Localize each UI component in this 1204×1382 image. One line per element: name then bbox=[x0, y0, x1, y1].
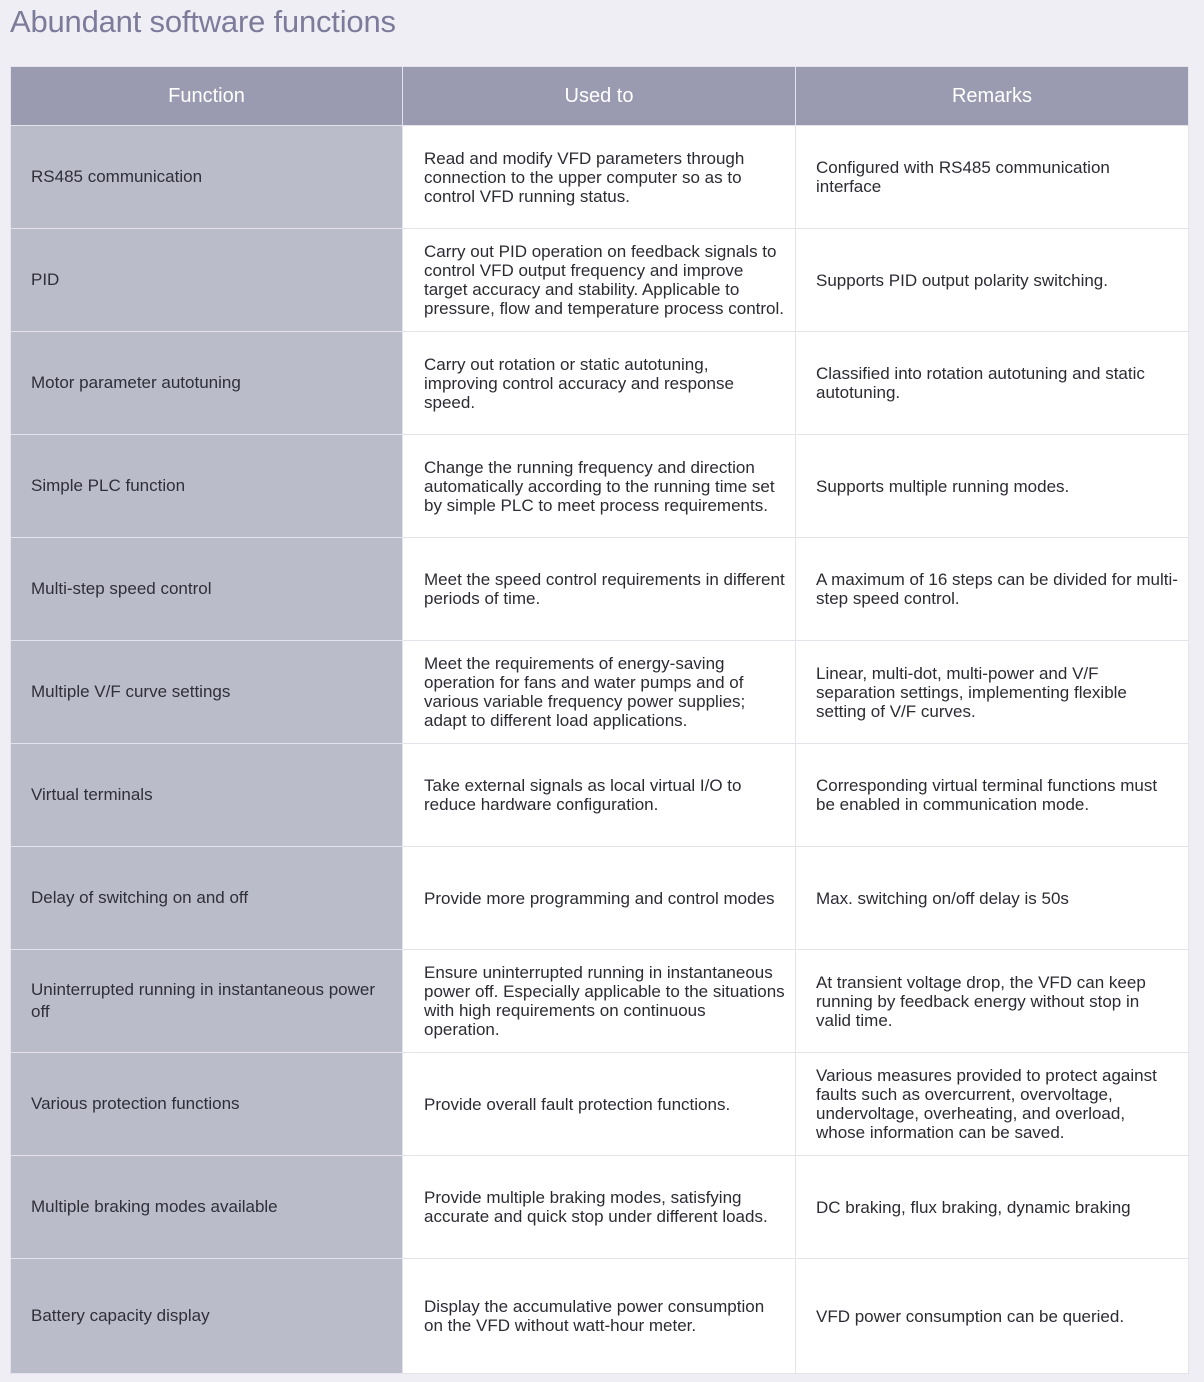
remarks-cell bbox=[796, 435, 1188, 537]
function-cell-text: Motor parameter autotuning bbox=[31, 373, 241, 392]
remarks-cell-text: Supports multiple running modes. bbox=[816, 476, 1070, 496]
function-cell-text: Simple PLC function bbox=[31, 476, 186, 495]
function-cell bbox=[11, 538, 402, 640]
used-to-cell bbox=[403, 229, 795, 331]
function-cell bbox=[11, 435, 402, 537]
function-cell bbox=[11, 744, 402, 846]
remarks-cell bbox=[796, 744, 1188, 846]
used-to-cell bbox=[403, 538, 795, 640]
function-cell-text: Multi-step speed control bbox=[31, 579, 212, 598]
header-used-to: Used to bbox=[403, 67, 795, 125]
function-cell-text: Various protection functions bbox=[31, 1094, 240, 1113]
function-cell-text: Virtual terminals bbox=[31, 785, 153, 804]
used-to-cell bbox=[403, 1053, 795, 1155]
remarks-cell bbox=[796, 847, 1188, 949]
remarks-cell bbox=[796, 950, 1188, 1052]
used-to-cell-text: Provide overall fault protection functions. bbox=[424, 1094, 731, 1114]
remarks-cell-text: DC braking, flux braking, dynamic braking bbox=[816, 1197, 1131, 1217]
used-to-cell bbox=[403, 126, 795, 228]
used-to-cell-text: Take external signals as local virtual I/O to reduce hardware configuration. bbox=[424, 776, 742, 814]
function-cell-text: Battery capacity display bbox=[31, 1306, 210, 1325]
remarks-cell bbox=[796, 641, 1188, 743]
function-cell-text: RS485 communication bbox=[31, 167, 203, 186]
used-to-cell-text: Ensure uninterrupted running in instantaneous power off. Especially applicable to the situations with high requirements on continuous operation. bbox=[424, 963, 785, 1039]
used-to-cell-text: Carry out PID operation on feedback signals to control VFD output frequency and improve target accuracy and stability. Applicable to pressure, flow and temperature process control. bbox=[424, 242, 785, 318]
used-to-cell-text: Meet the speed control requirements in different periods of time. bbox=[424, 570, 785, 608]
remarks-cell-text: Corresponding virtual terminal functions must be enabled in communication mode. bbox=[816, 776, 1158, 814]
used-to-cell-text: Provide multiple braking modes, satisfying accurate and quick stop under different loads. bbox=[424, 1188, 768, 1226]
used-to-cell-text: Meet the requirements of energy-saving operation for fans and water pumps and of various variable frequency power supplies; adapt to different load applications. bbox=[424, 654, 746, 730]
used-to-cell bbox=[403, 641, 795, 743]
used-to-cell bbox=[403, 1156, 795, 1258]
remarks-cell bbox=[796, 1156, 1188, 1258]
remarks-cell-text: VFD power consumption can be queried. bbox=[816, 1306, 1125, 1326]
function-cell-text: PID bbox=[31, 270, 60, 289]
function-cell bbox=[11, 126, 402, 228]
used-to-cell-text: Display the accumulative power consumption on the VFD without watt-hour meter. bbox=[424, 1297, 765, 1335]
function-cell bbox=[11, 1053, 402, 1155]
remarks-cell-text: Configured with RS485 communication interface bbox=[816, 158, 1110, 196]
remarks-cell bbox=[796, 126, 1188, 228]
remarks-cell-text: Supports PID output polarity switching. bbox=[816, 270, 1108, 290]
remarks-cell bbox=[796, 1053, 1188, 1155]
function-cell bbox=[11, 229, 402, 331]
remarks-cell bbox=[796, 1259, 1188, 1373]
used-to-cell bbox=[403, 950, 795, 1052]
function-cell-text: Uninterrupted running in instantaneous power off bbox=[31, 980, 376, 1021]
function-cell bbox=[11, 1259, 402, 1373]
remarks-cell-text: Max. switching on/off delay is 50s bbox=[816, 888, 1069, 908]
used-to-cell-text: Read and modify VFD parameters through connection to the upper computer so as to control VFD running status. bbox=[424, 148, 745, 206]
remarks-cell-text: Various measures provided to protect against faults such as overcurrent, overvoltage, undervoltage, overheating, and overload, whose information can be saved. bbox=[816, 1066, 1157, 1142]
remarks-cell-text: Classified into rotation autotuning and static autotuning. bbox=[816, 364, 1145, 402]
remarks-cell-text: Linear, multi-dot, multi-power and V/F separation settings, implementing flexible setting of V/F curves. bbox=[816, 663, 1127, 721]
function-cell bbox=[11, 332, 402, 434]
function-cell-text: Multiple V/F curve settings bbox=[31, 682, 231, 701]
function-cell bbox=[11, 641, 402, 743]
functions-table bbox=[10, 66, 1189, 1374]
remarks-cell bbox=[796, 332, 1188, 434]
remarks-cell bbox=[796, 229, 1188, 331]
used-to-cell-text: Provide more programming and control modes bbox=[424, 888, 775, 908]
function-cell-text: Delay of switching on and off bbox=[31, 888, 249, 907]
remarks-cell-text: A maximum of 16 steps can be divided for multi-step speed control. bbox=[816, 570, 1178, 608]
used-to-cell bbox=[403, 847, 795, 949]
remarks-cell bbox=[796, 538, 1188, 640]
used-to-cell-text: Change the running frequency and direction automatically according to the running time set by simple PLC to meet process requirements. bbox=[424, 457, 775, 515]
remarks-cell-text: At transient voltage drop, the VFD can keep running by feedback energy without stop in valid time. bbox=[816, 972, 1146, 1030]
used-to-cell bbox=[403, 1259, 795, 1373]
function-cell-text: Multiple braking modes available bbox=[31, 1197, 278, 1216]
used-to-cell bbox=[403, 332, 795, 434]
used-to-cell-text: Carry out rotation or static autotuning, improving control accuracy and response speed. bbox=[424, 354, 734, 412]
header-function: Function bbox=[11, 67, 402, 125]
page-title: Abundant software functions bbox=[10, 4, 396, 39]
used-to-cell bbox=[403, 744, 795, 846]
used-to-cell bbox=[403, 435, 795, 537]
function-cell bbox=[11, 1156, 402, 1258]
header-remarks: Remarks bbox=[796, 67, 1188, 125]
function-cell bbox=[11, 847, 402, 949]
function-cell bbox=[11, 950, 402, 1052]
